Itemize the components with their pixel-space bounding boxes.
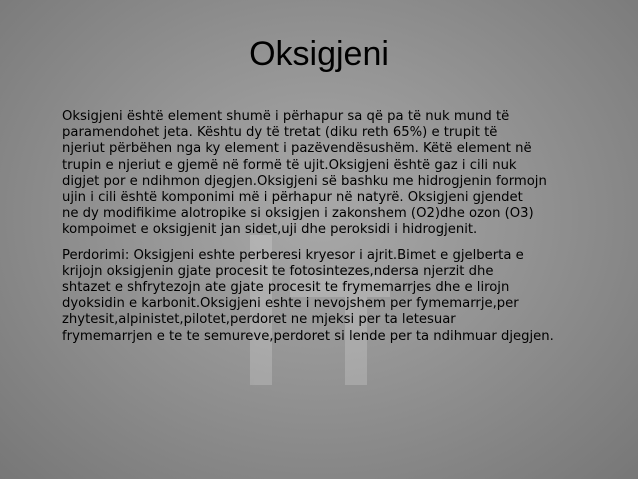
paragraph-usage bbox=[62, 248, 622, 345]
text-line: digjet por e ndihmon djegjen.Oksigjeni së bashku me hidrogjenin formojn bbox=[62, 173, 547, 189]
text-line: dyoksidin e karbonit.Oksigjeni eshte i nevojshem per fymemarrje,per bbox=[62, 296, 519, 312]
text-line: frymemarrjen e te te semureve,perdoret si lende per ta ndihmuar djegjen. bbox=[62, 328, 554, 344]
text-line: trupin e njeriut e gjemë në formë të ujit.Oksigjeni është gaz i cili nuk bbox=[62, 157, 517, 173]
text-line: krijojn oksigjenin gjate procesit te fotosintezes,ndersa njerzit dhe bbox=[62, 263, 494, 279]
slide-title: Oksigjeni bbox=[249, 35, 389, 73]
text-line: shtazet e shfrytezojn ate gjate procesit te frymemarrjes dhe e lirojn bbox=[62, 280, 510, 296]
text-line: Perdorimi: Oksigjeni eshte perberesi kryesor i ajrit.Bimet e gjelberta e bbox=[62, 247, 524, 263]
text-line: kompoimet e oksigjenit jan sidet,uji dhe peroksidi i hidrogjenit. bbox=[62, 222, 478, 238]
text-line: zhytesit,alpinistet,pilotet,perdoret ne mjeksi per ta letesuar bbox=[62, 312, 456, 328]
text-line: Oksigjeni është element shumë i përhapur sa që pa të nuk mund të bbox=[62, 109, 510, 124]
paragraph-description bbox=[62, 109, 622, 239]
text-line: paramendohet jeta. Kështu dy të tretat (diku reth 65%) e trupit të bbox=[62, 125, 498, 141]
text-line: ujin i cili është komponimi më i përhapur në natyrë. Oksigjeni gjendet bbox=[62, 190, 523, 206]
text-line: ne dy modifikime alotropike si oksigjen i zakonshem (O2)dhe ozon (O3) bbox=[62, 206, 534, 222]
slide-body bbox=[62, 109, 622, 345]
text-line: njeriut përbëhen nga ky element i pazëvendësushëm. Këtë element në bbox=[62, 141, 532, 157]
